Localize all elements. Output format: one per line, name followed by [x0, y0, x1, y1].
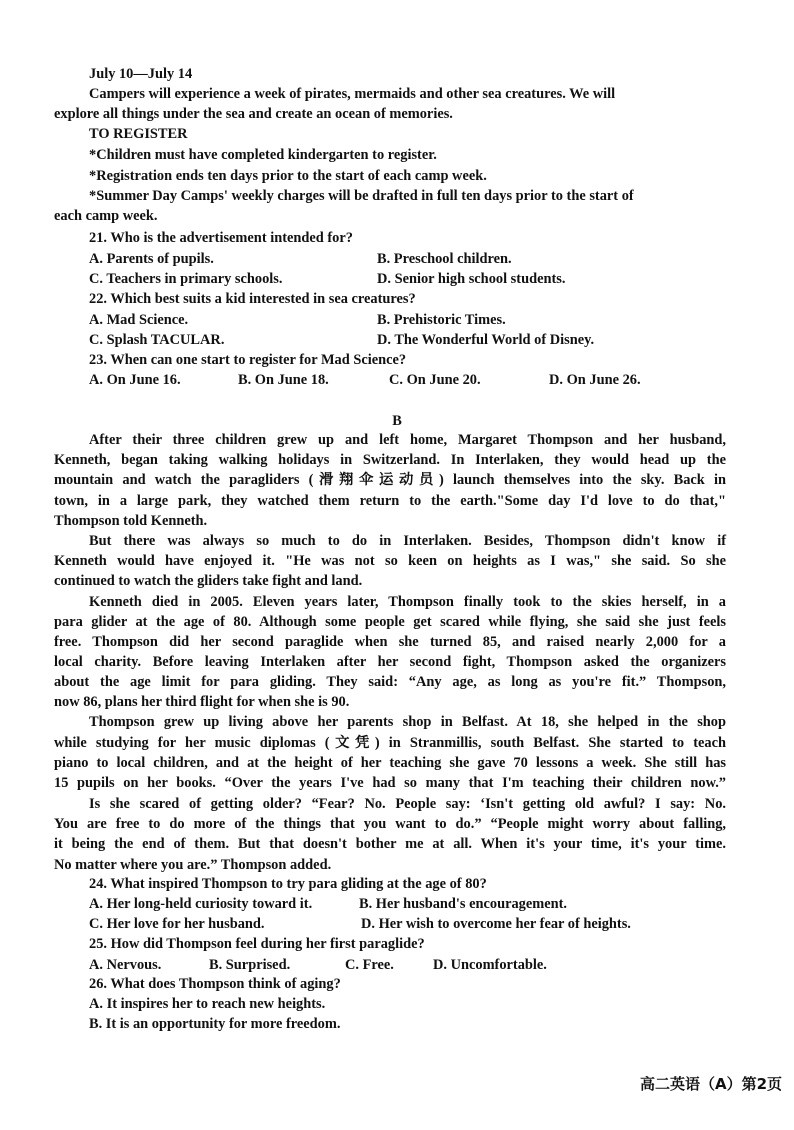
register-rule-1: *Children must have completed kindergarten to register.: [89, 147, 437, 163]
passage-b-line: about the age limit for para gliding. They said: “Any age, as long as you're fit.” Thompson,: [54, 674, 726, 690]
option-21-c: C. Teachers in primary schools.: [89, 271, 283, 287]
passage-b-line: Is she scared of getting older? “Fear? No. People say: ‘Isn't getting old awful? I say: No.: [89, 796, 726, 812]
camp-description-line-1: Campers will experience a week of pirates, mermaids and other sea creatures. We will: [89, 86, 616, 102]
option-21-d: D. Senior high school students.: [377, 271, 566, 287]
passage-b-line: while studying for her music diplomas (文凭) in Stranmillis, south Belfast. She started to teach: [54, 735, 726, 751]
passage-b-line: Kenneth would have enjoyed it. "He was not so keen on heights as I was," she said. So she: [54, 553, 726, 569]
passage-b-line: 15 pupils on her books. “Over the years I've had so many that I'm teaching their children now.”: [54, 775, 726, 791]
section-b-label: B: [392, 413, 402, 429]
question-25: 25. How did Thompson feel during her first paraglide?: [89, 936, 425, 952]
register-rule-3a: *Summer Day Camps' weekly charges will be drafted in full ten days prior to the start of: [89, 188, 634, 204]
option-25-a: A. Nervous.: [89, 957, 162, 973]
passage-b-line: No matter where you are.” Thompson added.: [54, 857, 332, 873]
question-23: 23. When can one start to register for Mad Science?: [89, 352, 407, 368]
option-24-b: B. Her husband's encouragement.: [359, 896, 568, 912]
passage-b-line: now 86, plans her third flight for when she is 90.: [54, 694, 350, 710]
passage-b-line: After their three children grew up and left home, Margaret Thompson and her husband,: [89, 432, 726, 448]
passage-b-line: But there was always so much to do in Interlaken. Besides, Thompson didn't know if: [89, 533, 726, 549]
option-23-c: C. On June 20.: [389, 372, 481, 388]
passage-b-line: piano to local children, and at the height of her teaching she gave 70 lessons a week. She still has: [54, 755, 726, 771]
option-22-d: D. The Wonderful World of Disney.: [377, 332, 595, 348]
option-21-b: B. Preschool children.: [377, 251, 512, 267]
passage-b-line: continued to watch the gliders take fight and land.: [54, 573, 363, 589]
camp-date: July 10—July 14: [89, 66, 193, 82]
passage-b-line: mountain and watch the paragliders (滑翔伞运动员) launch themselves into the sky. Back in: [54, 472, 726, 488]
question-26: 26. What does Thompson think of aging?: [89, 976, 341, 992]
option-25-c: C. Free.: [345, 957, 394, 973]
passage-b-line: You are free to do more of the things that you want to do.” “People might worry about falling,: [54, 816, 726, 832]
camp-description-line-2: explore all things under the sea and create an ocean of memories.: [54, 106, 453, 122]
option-22-c: C. Splash TACULAR.: [89, 332, 225, 348]
page-footer: 高二英语（A）第2页: [640, 1075, 783, 1093]
option-21-a: A. Parents of pupils.: [89, 251, 214, 267]
option-23-d: D. On June 26.: [549, 372, 641, 388]
option-23-b: B. On June 18.: [238, 372, 329, 388]
passage-b-line: Kenneth died in 2005. Eleven years later, Thompson finally took to the skies herself, in a: [89, 594, 726, 610]
option-22-a: A. Mad Science.: [89, 312, 189, 328]
passage-b-line: it being the end of them. But that doesn't bother me at all. When it's your time, it's your time.: [54, 836, 726, 852]
option-23-a: A. On June 16.: [89, 372, 181, 388]
register-heading: TO REGISTER: [89, 126, 188, 142]
option-26-b: B. It is an opportunity for more freedom.: [89, 1016, 341, 1032]
option-25-d: D. Uncomfortable.: [433, 957, 547, 973]
register-rule-2: *Registration ends ten days prior to the start of each camp week.: [89, 168, 487, 184]
question-24: 24. What inspired Thompson to try para gliding at the age of 80?: [89, 876, 487, 892]
question-22: 22. Which best suits a kid interested in sea creatures?: [89, 291, 416, 307]
passage-b-line: free. Thompson did her second paraglide when she turned 85, and raised nearly 2,000 for a: [54, 634, 726, 650]
passage-b-line: Thompson grew up living above her parents shop in Belfast. At 18, she helped in the shop: [89, 714, 726, 730]
register-rule-3b: each camp week.: [54, 208, 158, 224]
option-22-b: B. Prehistoric Times.: [377, 312, 506, 328]
option-24-d: D. Her wish to overcome her fear of heights.: [361, 916, 631, 932]
passage-b-line: Thompson told Kenneth.: [54, 513, 208, 529]
passage-b-line: town, in a large park, they watched them return to the earth."Some day I'd love to do that,": [54, 493, 726, 509]
passage-b-line: para glider at the age of 80. Although some people get scared while flying, she said she just feels: [54, 614, 726, 630]
passage-b-line: Kenneth, began taking walking holidays in Switzerland. In Interlaken, they would head up the: [54, 452, 726, 468]
question-21: 21. Who is the advertisement intended for?: [89, 230, 353, 246]
option-24-a: A. Her long-held curiosity toward it.: [89, 896, 313, 912]
option-26-a: A. It inspires her to reach new heights.: [89, 996, 326, 1012]
passage-b-line: local charity. Before leaving Interlaken after her second fight, Thompson asked the organizers: [54, 654, 726, 670]
option-24-c: C. Her love for her husband.: [89, 916, 265, 932]
option-25-b: B. Surprised.: [209, 957, 291, 973]
